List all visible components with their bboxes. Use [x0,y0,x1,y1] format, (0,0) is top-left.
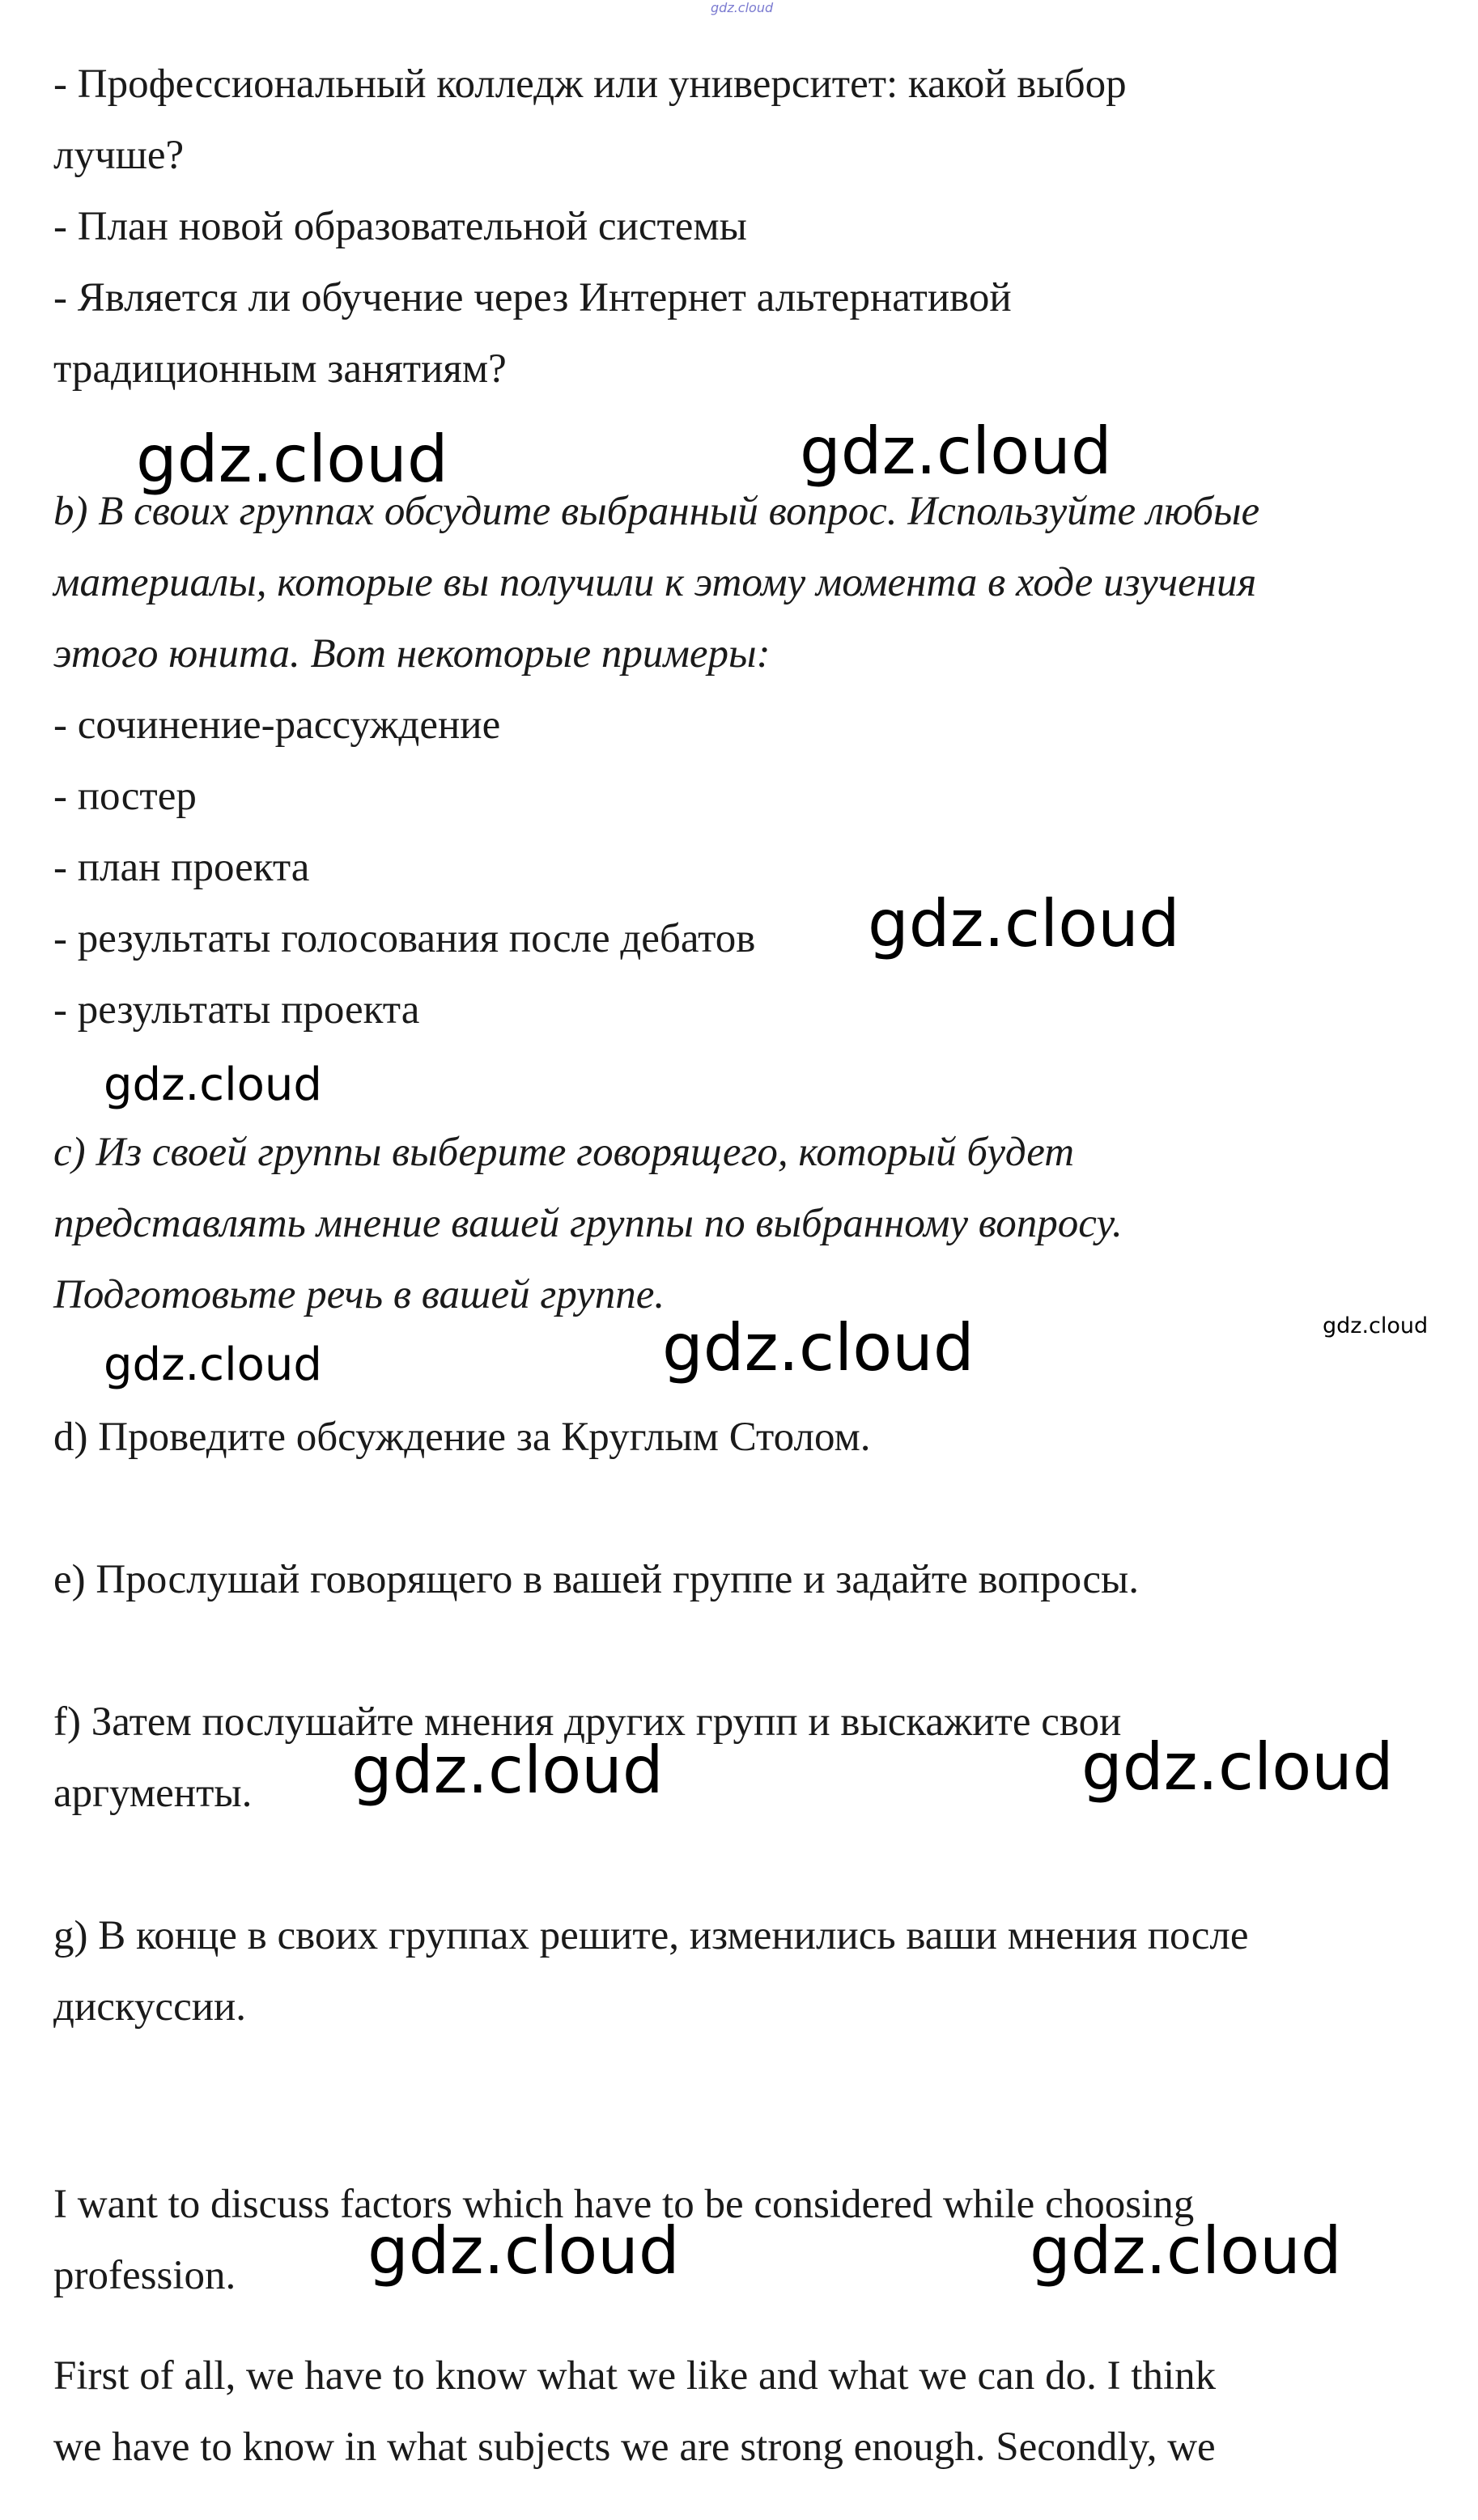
text-line: c) Из своей группы выберите говорящего, который будет [53,1130,1075,1175]
text-line: profession. [53,2253,236,2298]
text-line: Подготовьте речь в вашей группе. [53,1272,665,1317]
text-line: - Является ли обучение через Интернет альтернативой [53,275,1012,320]
watermark: gdz.cloud [1081,1729,1394,1805]
text-line: g) В конце в своих группах решите, изменились ваши мнения после [53,1913,1249,1958]
text-line: традиционным занятиям? [53,346,507,392]
text-line: материалы, которые вы получили к этому момента в ходе изучения [53,560,1257,605]
watermark: gdz.cloud [800,414,1112,489]
text-line: f) Затем послушайте мнения других групп и выскажите свои [53,1699,1122,1745]
text-line: we have to know in what subjects we are strong enough. Secondly, we [53,2425,1216,2470]
watermark: gdz.cloud [868,886,1180,961]
text-line: - постер [53,774,197,819]
text-line: этого юнита. Вот некоторые примеры: [53,631,771,677]
text-line: First of all, we have to know what we like and what we can do. I think [53,2353,1217,2399]
text-line: аргументы. [53,1771,253,1816]
text-line: - План новой образовательной системы [53,204,747,249]
watermark: gdz.cloud [104,1338,322,1391]
watermark: gdz.cloud [351,1733,664,1808]
watermark: gdz.cloud [104,1058,322,1111]
watermark: gdz.cloud [136,422,448,497]
text-line: - Профессиональный колледж или университет: какой выбор [53,62,1127,107]
watermark-top: gdz.cloud [711,0,774,15]
watermark: gdz.cloud [367,2213,680,2289]
text-line: b) В своих группах обсудите выбранный вопрос. Используйте любые [53,489,1260,534]
text-line: I want to discuss factors which have to be considered while choosing [53,2182,1195,2227]
text-line: дискуссии. [53,1984,247,2030]
text-line: - результаты голосования после дебатов [53,916,756,961]
watermark: gdz.cloud [662,1310,975,1385]
text-line: e) Прослушай говорящего в вашей группе и задайте вопросы. [53,1557,1140,1602]
watermark: gdz.cloud [1030,2213,1342,2289]
text-line: - сочинение-рассуждение [53,702,501,748]
text-line: - план проекта [53,845,310,890]
text-line: лучше? [53,133,185,178]
text-line: представлять мнение вашей группы по выбранному вопросу. [53,1201,1123,1246]
text-line: - результаты проекта [53,987,420,1033]
watermark: gdz.cloud [1323,1313,1429,1338]
text-line: d) Проведите обсуждение за Круглым Столом. [53,1415,871,1460]
